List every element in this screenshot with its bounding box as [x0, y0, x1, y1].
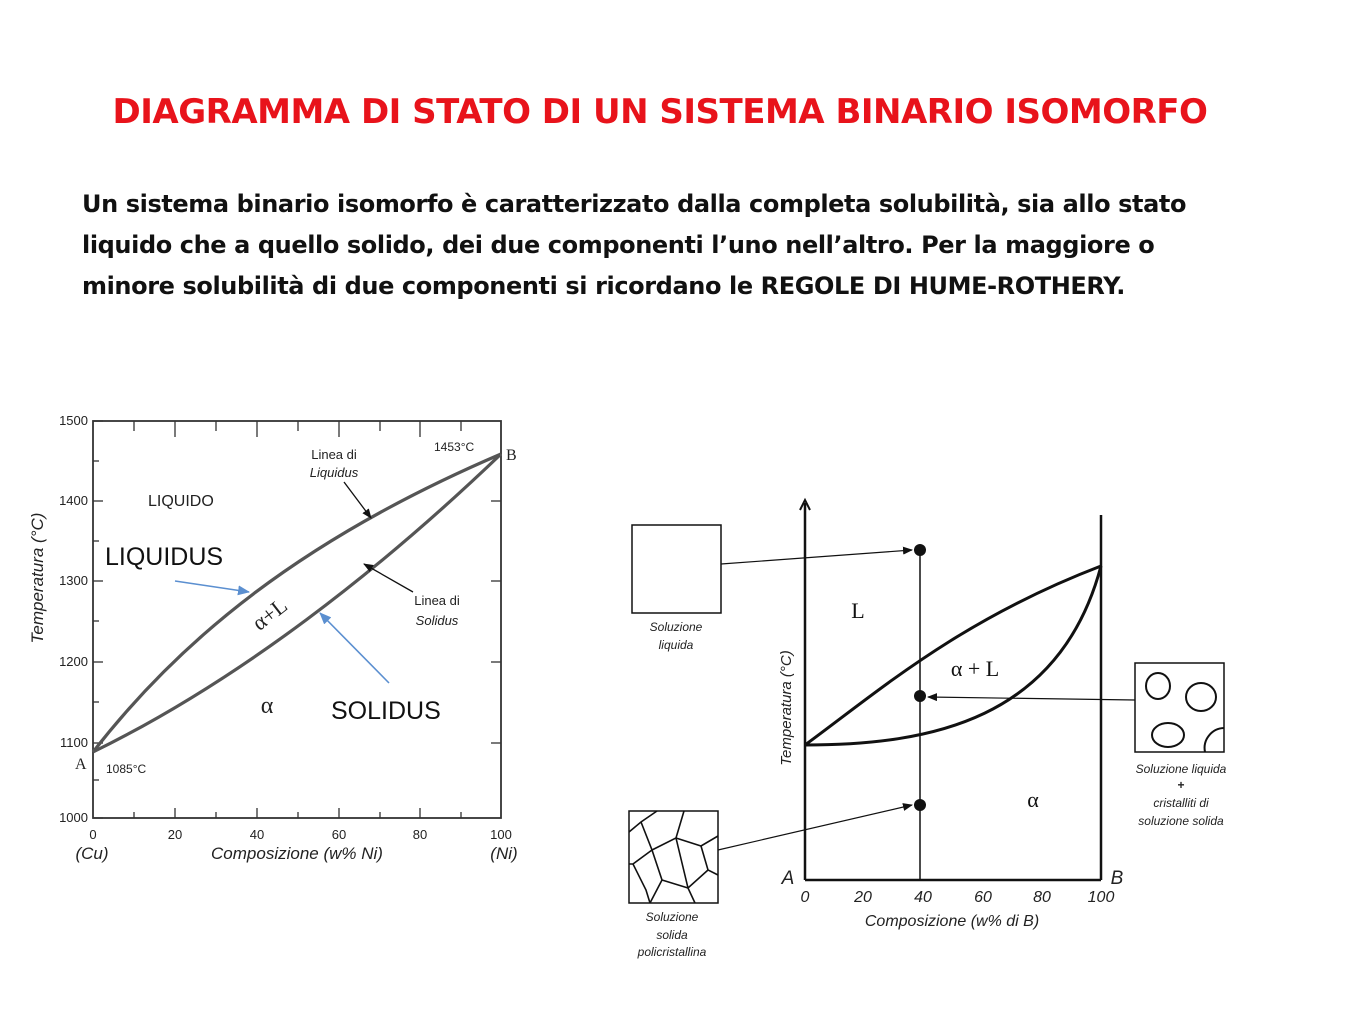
callout-solidus: SOLIDUS	[331, 697, 441, 725]
right-x-tick-0: 0	[800, 889, 810, 906]
left-y-tick-1000: 1000	[59, 810, 88, 825]
box-mixed-caption-2: +	[1177, 778, 1185, 792]
callout-liquidus: LIQUIDUS	[105, 543, 224, 571]
left-point-a: A	[75, 756, 87, 773]
left-x-tick-20: 20	[167, 827, 183, 842]
intro-line-1: Un sistema binario isomorfo è caratterizzato dalla completa solubilità, sia allo stato	[82, 190, 1187, 218]
right-x-tick-40: 40	[914, 889, 932, 906]
intro-line-2: liquido che a quello solido, dei due componenti l’uno nell’altro. Per la maggiore o	[82, 231, 1155, 259]
left-temp-b: 1453°C	[434, 440, 475, 454]
box-liquid-solution	[632, 525, 721, 613]
right-region-alpha: α	[1027, 787, 1039, 812]
liquidus-note-line1: Linea di	[311, 447, 357, 462]
box-mixed-solution	[1135, 663, 1224, 752]
left-x-ni-label: (Ni)	[490, 844, 518, 863]
solidus-note-line1: Linea di	[414, 593, 460, 608]
left-region-alpha-l: α+L	[247, 592, 292, 636]
left-x-tick-80: 80	[412, 827, 428, 842]
left-y-tick-1400: 1400	[59, 493, 88, 508]
left-x-tick-0: 0	[89, 827, 97, 842]
box-liquid-caption-2: liquida	[658, 638, 694, 652]
left-x-axis-title: Composizione (w% Ni)	[211, 844, 383, 863]
right-point-liquid	[914, 544, 926, 556]
left-region-alpha: α	[260, 693, 274, 719]
arrow-liquid-box	[721, 550, 912, 564]
left-temp-a: 1085°C	[106, 762, 147, 776]
right-region-l: L	[851, 598, 865, 623]
right-y-axis-title: Temperatura (°C)	[778, 650, 795, 766]
left-x-cu-label: (Cu)	[75, 844, 109, 863]
left-y-tick-1100: 1100	[60, 735, 88, 750]
right-x-tick-20: 20	[854, 889, 872, 906]
box-liquid-caption-1: Soluzione	[649, 620, 703, 634]
left-y-axis-title: Temperatura (°C)	[28, 512, 47, 644]
box-polycrystalline-solid	[629, 811, 718, 903]
right-point-a: A	[781, 868, 795, 889]
right-x-tick-80: 80	[1033, 889, 1051, 906]
cu-ni-phase-diagram	[28, 413, 518, 863]
solidus-note-line2: Solidus	[415, 613, 459, 628]
solidus-note-arrow	[364, 564, 413, 592]
right-region-alpha-l: α + L	[950, 656, 1000, 681]
arrow-solid-box	[718, 805, 912, 850]
right-x-axis-title: Composizione (w% di B)	[864, 913, 1040, 930]
generic-isomorphous-diagram	[629, 500, 1227, 959]
callout-liquidus-arrow	[175, 581, 249, 592]
right-point-b: B	[1110, 868, 1124, 889]
arrow-mixed-box	[928, 697, 1135, 700]
box-solid-caption-1: Soluzione	[645, 910, 699, 924]
left-point-b: B	[506, 447, 517, 464]
box-mixed-caption-4: soluzione solida	[1138, 814, 1224, 828]
right-x-tick-60: 60	[974, 889, 992, 906]
left-y-tick-1200: 1200	[59, 654, 88, 669]
box-solid-caption-2: solida	[656, 928, 688, 942]
page-title: DIAGRAMMA DI STATO DI UN SISTEMA BINARIO ISOMORFO	[112, 92, 1208, 132]
left-y-tick-1300: 1300	[59, 573, 88, 588]
left-x-ticks	[134, 421, 461, 818]
liquidus-note-line2: Liquidus	[309, 465, 359, 480]
right-point-solid	[914, 799, 926, 811]
callout-solidus-arrow	[320, 613, 389, 683]
right-x-tick-100: 100	[1087, 889, 1115, 906]
left-x-tick-60: 60	[331, 827, 347, 842]
right-point-two-phase	[914, 690, 926, 702]
left-region-liquido: LIQUIDO	[148, 493, 214, 510]
left-y-tick-1500: 1500	[59, 413, 88, 428]
left-x-tick-100: 100	[490, 827, 512, 842]
box-mixed-caption-3: cristalliti di	[1153, 796, 1209, 810]
box-mixed-caption-1: Soluzione liquida	[1135, 762, 1227, 776]
liquidus-note-arrow	[344, 482, 371, 518]
intro-line-3: minore solubilità di due componenti si ricordano le REGOLE DI HUME-ROTHERY.	[82, 272, 1125, 300]
left-x-tick-40: 40	[249, 827, 265, 842]
box-solid-caption-3: policristallina	[637, 945, 707, 959]
